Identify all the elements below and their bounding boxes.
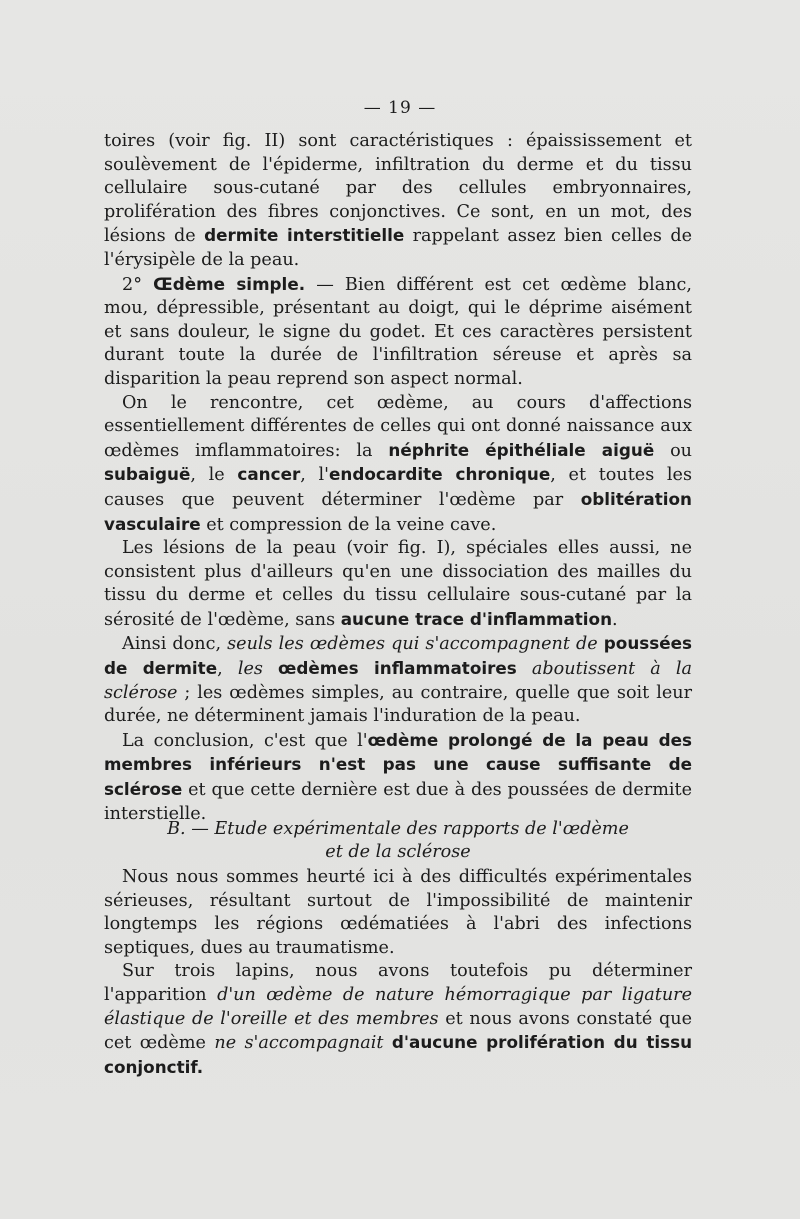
p4-bold-1: aucune trace d'inflammation — [340, 608, 613, 629]
p2-text-2: — Bien différent est cet œdème blanc, mou, dépressible, présentant au doigt, qui le déprime aisément et sans douleur, le signe du godet. Et ces caractères persistent durant toute la durée de l'infiltration séreuse et après sa disparition la peau reprend son aspect normal. — [104, 274, 692, 389]
p3-text-2: ou — [654, 440, 692, 461]
p5-bold-1: poussées de dermite — [104, 633, 692, 679]
p8-italic-2: ne s'accompagnait — [214, 1033, 384, 1054]
text-block-upper — [104, 130, 692, 826]
p3-bold-3: cancer — [237, 464, 301, 485]
p5-italic-3: aboutissent à la sclérose — [104, 659, 693, 703]
p3-text-4: , l' — [300, 465, 329, 486]
paragraph-3 — [104, 392, 692, 538]
p3-bold-1: néphrite épithéliale aiguë — [388, 439, 655, 460]
p3-bold-2: subaiguë — [104, 464, 191, 485]
p5-text-4 — [263, 659, 278, 679]
p3-text-3: , le — [190, 465, 238, 486]
p5-italic-1: seuls les œdèmes qui s'accompagnent de — [227, 634, 598, 655]
section-heading — [104, 818, 692, 864]
paragraph-2 — [104, 273, 692, 392]
p4-text-1: Les lésions de la peau (voir fig. I), spéciales elles aussi, ne consistent plus d'ailleurs qu'en une dissociation des mailles du tissu du derme et celles du tissu cellulaire sous-cutané par la sérosité de l'œdème, sans — [104, 538, 692, 630]
p4-text-2: . — [612, 609, 618, 630]
paragraph-6 — [104, 729, 692, 826]
text-block-lower — [104, 866, 692, 1080]
paragraph-1 — [104, 130, 692, 273]
p8-text-2: et nous avons constaté que cet œdème — [104, 1008, 692, 1054]
p3-text-5: , et toutes les causes que peuvent déterminer l'œdème par — [104, 465, 692, 510]
p5-text-5 — [517, 659, 532, 679]
p2-text-1: 2° — [122, 274, 154, 295]
p6-bold-1: œdème prolongé de la peau des membres inférieurs n'est pas une cause suffisante de sclérose — [104, 729, 692, 800]
p6-text-2: et que cette dernière est due à des poussées de dermite interstielle. — [104, 780, 692, 824]
p3-text-1: On le rencontre, cet œdème, au cours d'affections essentiellement différentes de celles qui ont donné naissance aux œdèmes imflammatoires: la — [104, 392, 692, 461]
p1-bold-1: dermite interstitielle — [204, 225, 405, 246]
p5-text-6: ; les œdèmes simples, au contraire, quelle que soit leur durée, ne déterminent jamais l'induration de la peau. — [104, 682, 692, 727]
p8-text-3 — [383, 1033, 391, 1053]
p3-bold-5: oblitération vasculaire — [104, 488, 692, 534]
p7-text-1: Nous nous sommes heurté ici à des difficultés expérimentales sérieuses, résultant surtout de l'impossibilité de maintenir longtemps les régions œdématiées à l'abri des infections septiques, dues au traumatisme. — [104, 867, 692, 958]
p8-text-1: Sur trois lapins, nous avons toutefois pu déterminer l'apparition — [104, 961, 692, 1005]
paragraph-7 — [104, 866, 692, 960]
p2-bold-1: Œdème simple. — [153, 273, 306, 294]
p8-bold-1: d'aucune prolifération du tissu conjonctif. — [104, 1032, 693, 1077]
paragraph-8 — [104, 960, 692, 1080]
p6-text-1: La conclusion, c'est que l' — [122, 730, 368, 751]
paragraph-4 — [104, 537, 692, 632]
p3-text-6: et compression de la veine cave. — [200, 514, 497, 535]
p1-text-2: rappelant assez bien celles de l'érysipèle de la peau. — [104, 226, 693, 270]
p5-italic-2: les — [237, 659, 263, 680]
p5-bold-2: œdèmes inflammatoires — [278, 658, 517, 679]
p3-bold-4: endocardite chronique — [328, 464, 551, 485]
page-number: — 19 — — [363, 98, 437, 118]
section-heading-line-2: et de la sclérose — [325, 842, 471, 862]
p5-text-3: , — [217, 659, 238, 680]
section-heading-line-1: B. — Etude expérimentale des rapports de l'œdème — [167, 819, 629, 839]
p8-italic-1: d'un œdème de nature hémorragique par ligature élastique de l'oreille et des membres — [104, 984, 692, 1029]
p5-text-1: Ainsi donc, — [122, 634, 228, 655]
p1-text-1: toires (voir fig. II) sont caractéristiques : épaississement et soulèvement de l'épiderme, infiltration du derme et du tissu cellulaire sous-cutané par des cellules embryonnaires, prolifération des fibres conjonctives. Ce sont, en un mot, des lésions de — [104, 131, 692, 247]
paragraph-5 — [104, 632, 692, 728]
